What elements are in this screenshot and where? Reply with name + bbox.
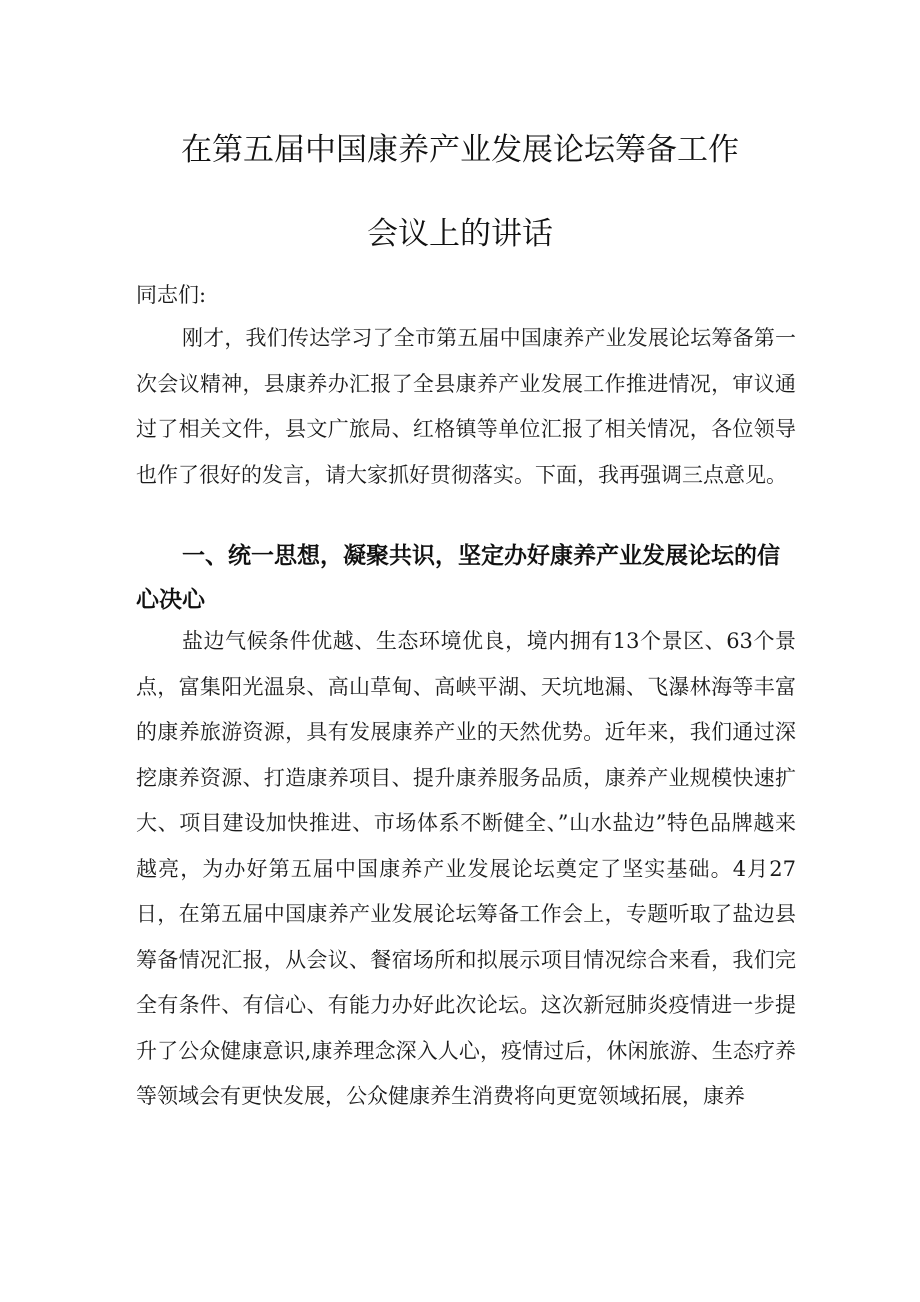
salutation: 同志们: [136,283,207,307]
section-heading-1: 一、统一思想，凝聚共识，坚定办好康养产业发展论坛的信心决心 [136,543,780,613]
document-title-line1: 在第五届中国康养产业发展论坛筹备工作 [181,132,739,168]
paragraph-section-1: 盐边气候条件优越、生态环境优良，境内拥有13个景区、63个景点，富集阳光温泉、高山草甸、高峡平湖、天坑地漏、飞瀑林海等丰富的康养旅游资源，具有发展康养产业的天然优势。近年来，我们通过深挖康养资源、打造康养项目、提升康养服务品质，康养产业规模快速扩大、项目建设加快推进、市场体系不断健全、”山水盐边”特色品牌越来越亮，为办好第五届中国康养产业发展论坛奠定了坚实基础。4月27日，在第五届中国康养产业发展论坛筹备工作会上，专题听取了盐边县筹备情况汇报，从会议、餐宿场所和拟展示项目情况综合来看，我们完全有条件、有信心、有能力办好此次论坛。这次新冠肺炎疫情进一步提升了公众健康意识,康养理念深入人心，疫情过后，休闲旅游、生态疗养等领域会有更快发展，公众健康养生消费将向更宽领域拓展，康养 [136,629,796,1108]
document-title-line2: 会议上的讲话 [367,216,553,252]
paragraph-intro: 刚才，我们传达学习了全市第五届中国康养产业发展论坛筹备第一次会议精神，县康养办汇报了全县康养产业发展工作推进情况，审议通过了相关文件，县文广旅局、红格镇等单位汇报了相关情况，各位领导也作了很好的发言，请大家抓好贯彻落实。下面，我再强调三点意见。 [136,326,796,487]
